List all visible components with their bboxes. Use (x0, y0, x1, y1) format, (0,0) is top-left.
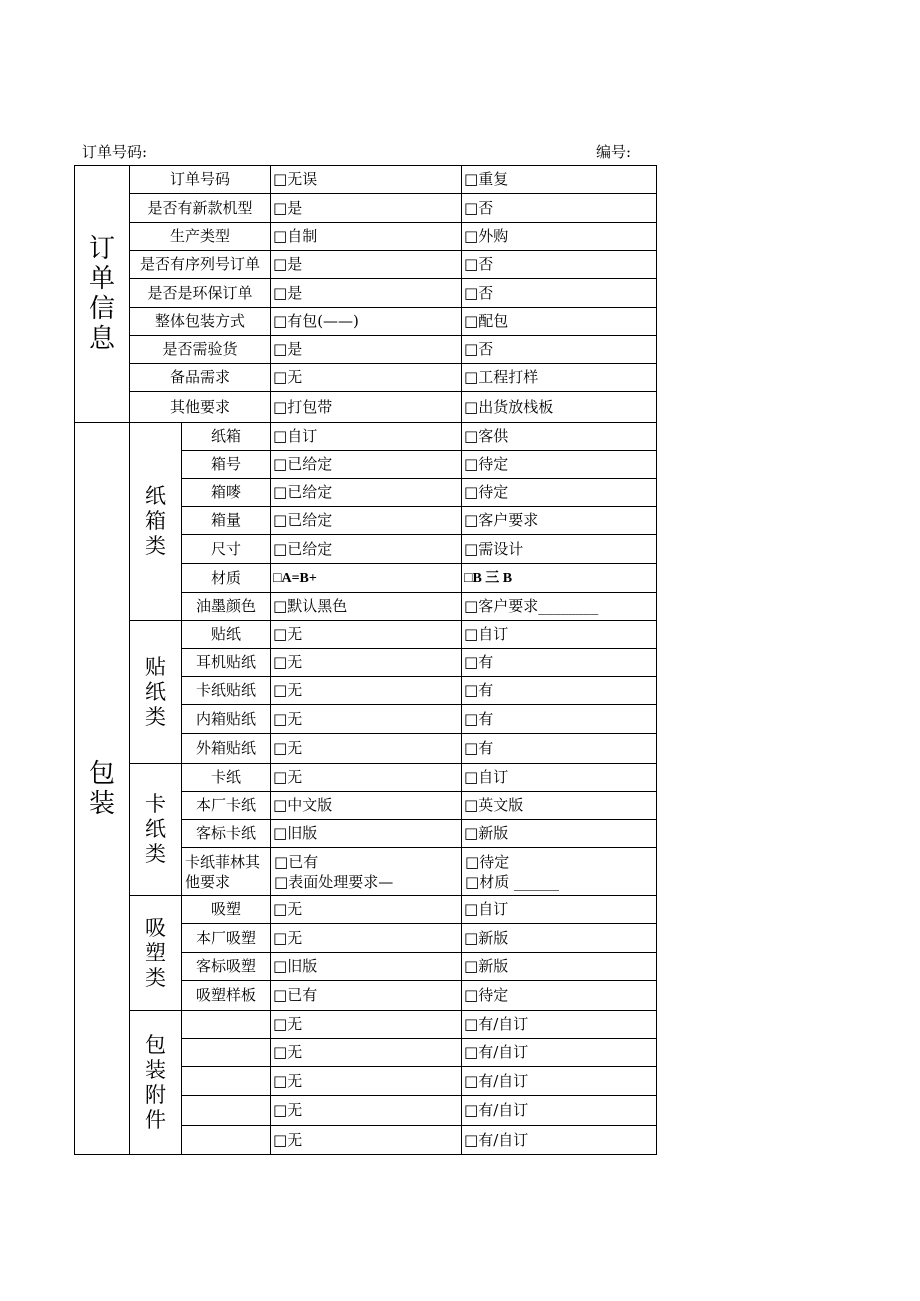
field-label: 客标卡纸 (182, 820, 271, 848)
option-1-checkbox[interactable]: □是 (271, 336, 462, 364)
option-checkbox[interactable]: □表面处理要求— (274, 872, 394, 891)
option-1-checkbox[interactable]: □无 (271, 1126, 462, 1155)
option-1-checkbox[interactable]: □有包(——) (271, 308, 462, 336)
option-1-checkbox[interactable]: □无 (271, 764, 462, 792)
field-label: 整体包装方式 (130, 308, 271, 336)
field-label: 是否有新款机型 (130, 194, 271, 223)
option-2-checkbox[interactable]: □自订 (462, 896, 657, 924)
field-label: 是否是环保订单 (130, 279, 271, 308)
option-2-checkbox[interactable]: □否 (462, 336, 657, 364)
field-label: 油墨颜色 (182, 593, 271, 621)
field-label: 订单号码 (130, 166, 271, 194)
option-1-checkbox[interactable]: □中文版 (271, 792, 462, 820)
table-row (75, 392, 657, 423)
option-1-checkbox[interactable]: □是 (271, 279, 462, 308)
option-2-checkbox[interactable]: □待定 (462, 451, 657, 479)
option-1-checkbox[interactable]: □无 (271, 896, 462, 924)
option-2-checkbox[interactable]: □有 (462, 705, 657, 734)
option-1-checkbox[interactable]: □无 (271, 649, 462, 677)
option-1-checkbox[interactable]: □无 (271, 1067, 462, 1096)
table-row (75, 621, 657, 649)
field-label (182, 1096, 271, 1126)
field-label (182, 1126, 271, 1155)
option-2-checkbox[interactable]: □自订 (462, 764, 657, 792)
field-label: 箱嘜 (182, 479, 271, 507)
field-label: 耳机贴纸 (182, 649, 271, 677)
order-form-table (74, 165, 657, 1155)
field-label: 生产类型 (130, 223, 271, 251)
option-1-checkbox[interactable]: □已给定 (271, 451, 462, 479)
table-row (75, 251, 657, 279)
option-2-checkbox[interactable]: □客供 (462, 423, 657, 451)
option-1-checkbox[interactable]: □无 (271, 677, 462, 705)
card-film-options-2[interactable] (462, 848, 657, 896)
option-1-checkbox[interactable]: □自制 (271, 223, 462, 251)
table-row (75, 364, 657, 392)
option-2-checkbox[interactable]: □客户要求________ (462, 593, 657, 621)
field-label: 外箱贴纸 (182, 734, 271, 764)
option-1-checkbox[interactable]: □自订 (271, 423, 462, 451)
option-1-checkbox[interactable]: □已给定 (271, 507, 462, 535)
option-2-checkbox[interactable]: □有 (462, 734, 657, 764)
field-label: 吸塑 (182, 896, 271, 924)
option-2-checkbox[interactable]: □新版 (462, 820, 657, 848)
field-label: 卡纸贴纸 (182, 677, 271, 705)
option-1-checkbox[interactable]: □无 (271, 1011, 462, 1039)
packaging-section-title: 包 装 (75, 423, 130, 1155)
option-1-checkbox[interactable]: □已有 (271, 981, 462, 1011)
card-film-other-label: 卡纸菲林其他要求 (182, 848, 271, 896)
option-2-checkbox[interactable]: □有/自订 (462, 1096, 657, 1126)
option-checkbox[interactable]: □待定 (465, 852, 510, 871)
option-2-checkbox[interactable]: □有/自订 (462, 1011, 657, 1039)
field-label: 吸塑样板 (182, 981, 271, 1011)
option-2-checkbox[interactable]: □新版 (462, 953, 657, 981)
card-film-options-1[interactable] (271, 848, 462, 896)
option-1-checkbox[interactable]: □A=B+ (271, 564, 462, 593)
option-2-checkbox[interactable]: □工程打样 (462, 364, 657, 392)
order-info-section-title: 订 单 信 息 (75, 166, 130, 423)
option-2-checkbox[interactable]: □否 (462, 251, 657, 279)
option-1-checkbox[interactable]: □无 (271, 1039, 462, 1067)
table-row (75, 896, 657, 924)
table-row (75, 166, 657, 194)
option-2-checkbox[interactable]: □出货放栈板 (462, 392, 657, 423)
option-1-checkbox[interactable]: □旧版 (271, 820, 462, 848)
option-1-checkbox[interactable]: □无 (271, 621, 462, 649)
option-2-checkbox[interactable]: □否 (462, 279, 657, 308)
card-group-title: 卡 纸 类 (130, 764, 182, 896)
option-2-checkbox[interactable]: □新版 (462, 924, 657, 953)
accessory-group-title: 包 装 附 件 (130, 1011, 182, 1155)
serial-number-label: 编号: (596, 143, 632, 161)
option-2-checkbox[interactable]: □需设计 (462, 535, 657, 564)
table-row (75, 194, 657, 223)
option-2-checkbox[interactable]: □自订 (462, 621, 657, 649)
option-1-checkbox[interactable]: □无 (271, 364, 462, 392)
option-1-checkbox[interactable]: □无 (271, 734, 462, 764)
option-2-checkbox[interactable]: □否 (462, 194, 657, 223)
field-label: 尺寸 (182, 535, 271, 564)
field-label: 本厂吸塑 (182, 924, 271, 953)
sticker-group-title: 贴 纸 类 (130, 621, 182, 764)
field-label: 客标吸塑 (182, 953, 271, 981)
blister-group-title: 吸 塑 类 (130, 896, 182, 1011)
option-2-checkbox[interactable]: □重复 (462, 166, 657, 194)
option-2-checkbox[interactable]: □有/自订 (462, 1039, 657, 1067)
field-label: 其他要求 (130, 392, 271, 423)
table-row (75, 336, 657, 364)
field-label: 备品需求 (130, 364, 271, 392)
option-2-checkbox[interactable]: □配包 (462, 308, 657, 336)
field-label: 材质 (182, 564, 271, 593)
option-1-checkbox[interactable]: □无 (271, 705, 462, 734)
option-1-checkbox[interactable]: □已给定 (271, 479, 462, 507)
field-label (182, 1011, 271, 1039)
option-1-checkbox[interactable]: □无 (271, 924, 462, 953)
field-label: 纸箱 (182, 423, 271, 451)
field-label: 本厂卡纸 (182, 792, 271, 820)
option-2-checkbox[interactable]: □待定 (462, 981, 657, 1011)
table-row (75, 279, 657, 308)
table-row (75, 223, 657, 251)
option-2-checkbox[interactable]: □有 (462, 677, 657, 705)
field-label: 是否有序列号订单 (130, 251, 271, 279)
field-label: 箱号 (182, 451, 271, 479)
table-row (75, 764, 657, 792)
option-1-checkbox[interactable]: □是 (271, 194, 462, 223)
table-row (75, 308, 657, 336)
field-label (182, 1039, 271, 1067)
field-label: 是否需验货 (130, 336, 271, 364)
field-label: 箱量 (182, 507, 271, 535)
option-checkbox[interactable]: □已有 (274, 852, 319, 871)
order-number-label: 订单号码: (82, 143, 148, 161)
option-2-checkbox[interactable]: □待定 (462, 479, 657, 507)
table-row (75, 423, 657, 451)
option-2-checkbox[interactable]: □有/自订 (462, 1067, 657, 1096)
option-2-checkbox[interactable]: □外购 (462, 223, 657, 251)
option-1-checkbox[interactable]: □打包带 (271, 392, 462, 423)
table-row (75, 1011, 657, 1039)
field-label (182, 1067, 271, 1096)
field-label: 内箱贴纸 (182, 705, 271, 734)
option-1-checkbox[interactable]: □默认黑色 (271, 593, 462, 621)
option-1-checkbox[interactable]: □无 (271, 1096, 462, 1126)
option-1-checkbox[interactable]: □旧版 (271, 953, 462, 981)
carton-group-title: 纸 箱 类 (130, 423, 182, 621)
option-2-checkbox[interactable]: □客户要求 (462, 507, 657, 535)
field-label: 卡纸 (182, 764, 271, 792)
option-2-checkbox[interactable]: □有 (462, 649, 657, 677)
option-checkbox[interactable]: □材质 ______ (465, 872, 559, 891)
option-2-checkbox[interactable]: □英文版 (462, 792, 657, 820)
field-label: 贴纸 (182, 621, 271, 649)
option-1-checkbox[interactable]: □是 (271, 251, 462, 279)
option-1-checkbox[interactable]: □无误 (271, 166, 462, 194)
option-2-checkbox[interactable]: □B 三 B (462, 564, 657, 593)
option-1-checkbox[interactable]: □已给定 (271, 535, 462, 564)
option-2-checkbox[interactable]: □有/自订 (462, 1126, 657, 1155)
